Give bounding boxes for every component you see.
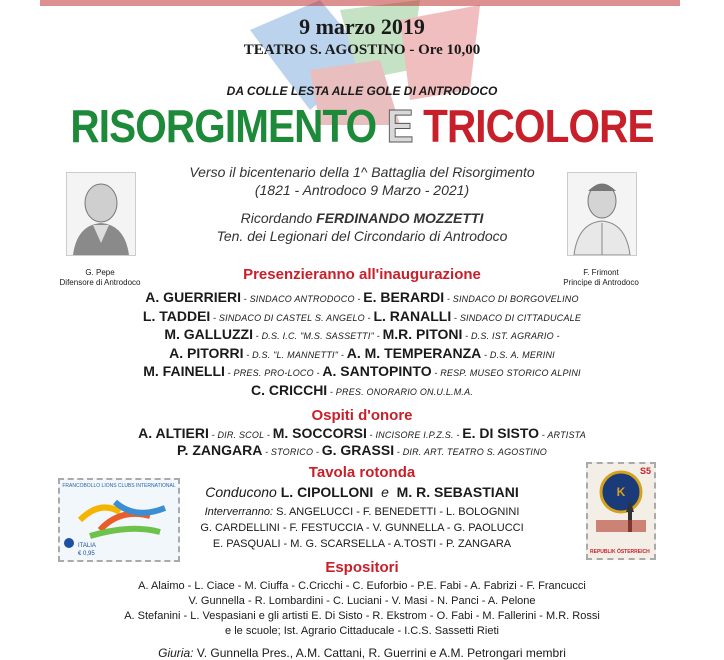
intro-line-1: Verso il bicentenario della 1^ Battaglia del Risorgimento <box>189 164 535 180</box>
person-name: M. GALLUZZI <box>164 326 253 342</box>
heading-tavola: Tavola rotonda <box>308 464 416 481</box>
person-role: - SINDACO DI CASTEL S. ANGELO - <box>210 312 374 323</box>
conducono-name-1: L. CIPOLLONI <box>280 484 374 500</box>
person-name: A. ALTIERI <box>138 425 209 441</box>
person-role: - D.S. I.C. "M.S. SASSETTI" - <box>252 331 383 341</box>
stamp-austria <box>586 462 656 560</box>
person-name: G. GRASSI <box>321 442 395 458</box>
interverranno-line-2: G. CARDELLINI - F. FESTUCCIA - V. GUNNELLA - G. PAOLUCCI <box>200 522 524 534</box>
espositori-line-3: A. Stefanini - L. Vespasiani e gli artisti E. Di Sisto - R. Ekstrom - O. Fabi - M. Fallerini - M.R. Rossi <box>124 610 600 622</box>
person-role: - SINDACO DI BORGOVELINO <box>444 294 579 304</box>
intro-line-4: Ten. dei Legionari del Circondario di Antrodoco <box>216 228 508 244</box>
person-name: A. GUERRIERI <box>145 289 241 305</box>
conducono-and: e <box>381 484 389 500</box>
event-date: 9 marzo 2019 <box>299 14 425 39</box>
interverranno-names-1: S. ANGELUCCI - F. BENEDETTI - L. BOLOGNINI <box>276 506 520 518</box>
person-name: M. SOCCORSI <box>272 425 367 441</box>
conducono-label: Conducono <box>205 484 277 500</box>
person-name: E. BERARDI <box>363 289 445 305</box>
portrait-frimont <box>567 172 637 256</box>
name-row <box>0 363 724 379</box>
stamp-lions-value: € 0,95 <box>78 551 95 557</box>
name-row <box>0 425 724 441</box>
person-role: - DIR. SCOL - <box>208 430 273 440</box>
person-role: - DIR. ART. TEATRO S. AGOSTINO <box>394 447 547 457</box>
person-role: - STORICO - <box>262 447 322 457</box>
person-role: - SINDACO ANTRODOCO - <box>240 294 364 304</box>
event-title <box>43 100 680 152</box>
person-role: - D.S. "L. MANNETTI" - <box>243 349 347 360</box>
person-name: L. RANALLI <box>373 307 452 324</box>
person-name: A. M. TEMPERANZA <box>346 344 482 361</box>
espositori-line-2: V. Gunnella - R. Lombardini - C. Luciani - V. Masi - N. Panci - A. Pelone <box>188 595 536 607</box>
interverranno-line-3: E. PASQUALI - M. G. SCARSELLA - A.TOSTI - P. ZANGARA <box>212 538 512 550</box>
person-role: - D.S. IST. AGRARIO - <box>462 331 560 341</box>
person-name: M.R. PITONI <box>382 326 463 342</box>
lions-logo-icon <box>64 538 74 548</box>
name-row <box>0 345 724 361</box>
person-name: C. CRICCHI <box>250 381 328 398</box>
giuria-line <box>0 646 724 660</box>
caption-frimont-name: F. Frimont <box>583 268 619 277</box>
caption-pepe-name: G. Pepe <box>85 268 115 277</box>
caption-pepe-title: Difensore di Antrodoco <box>59 278 141 287</box>
stamp-lions <box>58 478 180 562</box>
stamp-lions-title: FRANCOBOLLO LIONS CLUBS INTERNATIONAL <box>62 483 176 489</box>
caption-frimont-title: Principe di Antrodoco <box>563 278 639 287</box>
stamp-lions-country: ITALIA <box>78 543 96 549</box>
person-name: E. DI SISTO <box>462 425 540 441</box>
conducono-name-2: M. R. SEBASTIANI <box>396 484 519 500</box>
portrait-pepe <box>66 172 136 256</box>
person-role: - INCISORE I.P.Z.S. - <box>366 430 463 440</box>
person-name: L. TADDEI <box>142 307 211 324</box>
giuria-label: Giuria: <box>158 646 194 660</box>
name-row <box>0 289 724 305</box>
event-subtitle: DA COLLE LESTA ALLE GOLE DI ANTRODOCO <box>226 84 498 98</box>
person-role: - D.S. A. MERINI <box>481 349 555 360</box>
name-row <box>0 442 724 458</box>
person-name: M. FAINELLI <box>143 363 225 379</box>
espositori-line-1: A. Alaimo - L. Ciace - M. Ciuffa - C.Cricchi - C. Euforbio - P.E. Fabi - A. Fabrizi - F. Francucci <box>138 580 586 592</box>
name-row <box>0 382 724 398</box>
person-role: - SINDACO DI CITTADUCALE <box>451 312 582 323</box>
stamp-austria-value: S5 <box>639 466 651 476</box>
heading-ospiti: Ospiti d'onore <box>311 407 413 424</box>
heading-inaugurazione: Presenzieranno all'inaugurazione <box>243 266 481 283</box>
top-banner-strip <box>40 0 680 6</box>
person-name: P. ZANGARA <box>177 442 263 458</box>
person-role: - ARTISTA <box>539 430 586 440</box>
heading-espositori: Espositori <box>325 559 399 576</box>
interverranno-label: Interverranno: <box>204 506 274 518</box>
title-word-1: RISORGIMENTO <box>70 100 377 152</box>
person-name: A. SANTOPINTO <box>322 363 432 379</box>
stamp-austria-country: REPUBLIK ÖSTERREICH <box>590 549 650 555</box>
person-name: A. PITORRI <box>169 344 244 361</box>
person-role: - PRES. ONORARIO ON.U.L.M.A. <box>327 386 474 397</box>
espositori-line-4: e le scuole; Ist. Agrario Cittaducale - I.C.S. Sassetti Rieti <box>225 625 499 637</box>
giuria-members: V. Gunnella Pres., A.M. Cattani, R. Guerrini e A.M. Petrongari membri <box>196 646 566 660</box>
person-role: - PRES. PRO-LOCO - <box>224 368 323 378</box>
intro-line-2: (1821 - Antrodoco 9 Marzo - 2021) <box>254 182 470 198</box>
event-venue: TEATRO S. AGOSTINO - Ore 10,00 <box>243 42 481 58</box>
svg-text:K: K <box>616 485 626 499</box>
intro-remembering: Ricordando <box>240 210 313 226</box>
name-row <box>0 326 724 342</box>
intro-honoree: FERDINANDO MOZZETTI <box>316 210 484 226</box>
name-row <box>0 308 724 324</box>
person-role: - RESP. MUSEO STORICO ALPINI <box>431 368 581 378</box>
hands-illustration <box>60 490 178 540</box>
title-word-2: E <box>386 100 413 152</box>
title-word-3: TRICOLORE <box>423 100 654 152</box>
